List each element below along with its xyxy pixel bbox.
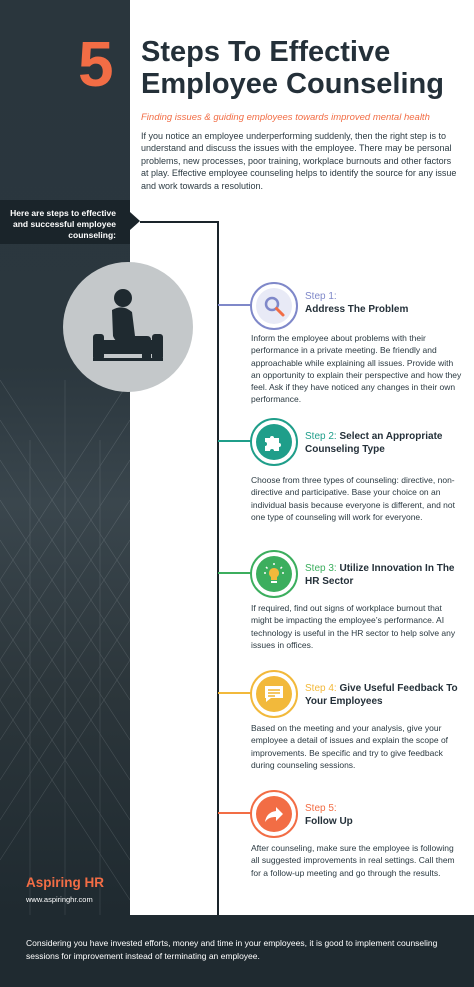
step-label: Step 5: (305, 803, 337, 814)
step-heading: Utilize Innovation In The HR Sector (305, 563, 455, 587)
step-title (305, 430, 465, 456)
brand-name: Aspiring HR (26, 875, 105, 890)
step-heading: Address The Problem (305, 304, 409, 315)
step-description: If required, find out signs of workplace burnout that might be impacting the employee’s performance. AI technology is useful in the HR sector to help solve any issues in offices. (251, 603, 456, 650)
step-heading: Select an Appropriate Counseling Type (305, 431, 443, 455)
step-title (305, 562, 465, 588)
step-icon-ring (250, 282, 298, 330)
title-line-1: Steps To Effective (141, 36, 391, 68)
step-description: Based on the meeting and your analysis, give your employee a detail of issues and explain the scope of improvements. Be specific and try to give feedback during counseling sessions. (251, 723, 449, 770)
step-connector (218, 692, 254, 694)
building-grid-texture (0, 380, 130, 915)
step-title (305, 290, 465, 316)
step-connector (218, 572, 254, 574)
lightbulb-icon (262, 562, 286, 586)
step-connector (218, 812, 254, 814)
steps-banner-text: Here are steps to effective and successful employee counseling: (10, 208, 116, 240)
timeline-connector (140, 221, 219, 223)
step-title (305, 802, 465, 828)
step-description: Inform the employee about problems with their performance in a private meeting. Be friendly and approachable while explaining all issues. Provide with an opportunity to explain their perspective and how they feel. Ask if they have noticed any changes in their own performance. (251, 333, 462, 405)
step-icon-ring (250, 790, 298, 838)
intro-paragraph: If you notice an employee underperforming suddenly, then the right step is to understand and discuss the issues with the employee. There may be personal problems, new processes, poor training, workplace burnouts and other factors at play. Effective employee counseling helps to identify the source for any issue and work towards a resolution. (141, 131, 457, 191)
step-icon-ring (250, 418, 298, 466)
step-description: Choose from three types of counseling: directive, non-directive and participative. Base your choice on an individual basis because everyone is different, and not one type of counseling will work for everyone. (251, 475, 455, 522)
step-count-number: 5 (78, 28, 114, 100)
feedback-icon (262, 682, 286, 706)
step-icon-ring (250, 550, 298, 598)
step-label: Step 2: (305, 431, 337, 442)
search-icon (262, 294, 286, 318)
title-line-2: Employee Counseling (141, 68, 444, 100)
footer-text: Considering you have invested efforts, money and time in your employees, it is good to implement counseling sessions for improvement instead of terminating an employee. (26, 938, 438, 961)
step-label: Step 1: (305, 291, 337, 302)
step-title (305, 682, 465, 708)
step-connector (218, 440, 254, 442)
page-subtitle: Finding issues & guiding employees towards improved mental health (141, 112, 430, 123)
page-title (141, 36, 461, 100)
step-icon-ring (250, 670, 298, 718)
brand-url: www.aspiringhr.com (26, 895, 93, 904)
puzzle-icon (262, 430, 286, 454)
step-description: After counseling, make sure the employee is following all suggested improvements in real settings. Call them for a follow-up meeting and go through the results. (251, 843, 455, 878)
footer (0, 915, 474, 987)
left-dark-panel (0, 0, 130, 915)
counseling-person-icon (63, 262, 193, 392)
step-heading: Give Useful Feedback To Your Employees (305, 683, 458, 707)
step-label: Step 4: (305, 683, 337, 694)
timeline-line (217, 221, 219, 915)
share-arrow-icon (262, 802, 286, 826)
step-heading: Follow Up (305, 816, 353, 827)
step-label: Step 3: (305, 563, 337, 574)
steps-banner (0, 200, 130, 244)
step-connector (218, 304, 254, 306)
